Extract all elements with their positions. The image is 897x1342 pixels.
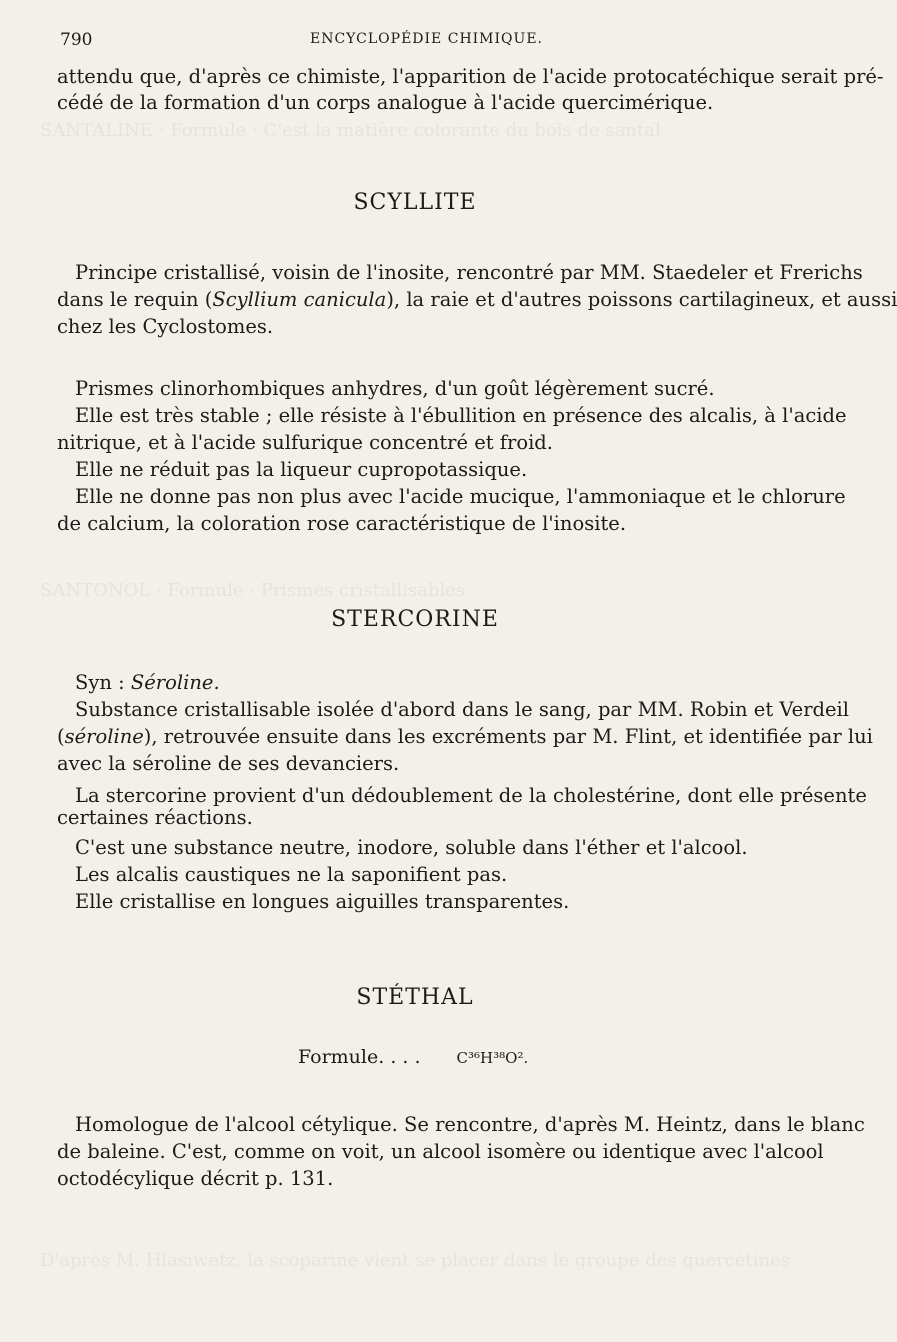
stethal-p1-line-3: octodécylique décrit p. 131.: [57, 1167, 334, 1190]
page-number: 790: [60, 30, 93, 50]
intro-line-2: cédé de la formation d'un corps analogue à l'acide quercimérique.: [57, 91, 714, 114]
bleed-through-text: D'après M. Hlasiwetz, la scoparine vient se placer dans le groupe des quercétines: [40, 1250, 790, 1271]
stercorine-p3: C'est une substance neutre, inodore, soluble dans l'éther et l'alcool.: [75, 836, 748, 859]
scyllite-p1-line-1: Principe cristallisé, voisin de l'inosite, rencontré par MM. Staedeler et Frerichs: [75, 261, 863, 284]
bleed-through-text: SANTALINE · Formule · C'est la matière colorante du bois de santal: [40, 120, 661, 141]
scyllite-p2: Prismes clinorhombiques anhydres, d'un goût légèrement sucré.: [75, 377, 715, 400]
stercorine-p5: Elle cristallise en longues aiguilles transparentes.: [75, 890, 570, 913]
stercorine-p1-line-3: avec la séroline de ses devanciers.: [57, 752, 400, 775]
scyllite-p3-line-2: nitrique, et à l'acide sulfurique concentré et froid.: [57, 431, 553, 454]
intro-line-1: attendu que, d'après ce chimiste, l'apparition de l'acide protocatéchique serait pré-: [57, 65, 884, 88]
formula-line: [298, 1046, 528, 1068]
section-title-stercorine: STERCORINE: [331, 607, 499, 632]
stethal-p1-line-2: de baleine. C'est, comme on voit, un alcool isomère ou identique avec l'alcool: [57, 1140, 824, 1163]
stercorine-p1-line-2: (séroline), retrouvée ensuite dans les excréments par M. Flint, et identifiée par lui: [57, 725, 873, 748]
synonym-name: Séroline.: [130, 671, 220, 694]
scyllite-p4: Elle ne réduit pas la liqueur cupropotassique.: [75, 458, 528, 481]
stercorine-p2-line-1: La stercorine provient d'un dédoublement de la cholestérine, dont elle présente: [75, 784, 867, 807]
stercorine-synonym: Syn : Séroline.: [75, 671, 220, 694]
chemical-formula: C³⁶H³⁸O².: [456, 1049, 529, 1067]
stercorine-p4: Les alcalis caustiques ne la saponifient pas.: [75, 863, 508, 886]
synonym-italic: séroline: [64, 725, 144, 748]
page-header: [60, 30, 770, 54]
scyllite-p5-line-1: Elle ne donne pas non plus avec l'acide mucique, l'ammoniaque et le chlorure: [75, 485, 846, 508]
section-title-stethal: STÉTHAL: [356, 985, 474, 1010]
running-title: ENCYCLOPÉDIE CHIMIQUE.: [310, 31, 543, 47]
scyllite-p5-line-2: de calcium, la coloration rose caractéristique de l'inosite.: [57, 512, 627, 535]
scyllite-p1-line-2: dans le requin (Scyllium canicula), la raie et d'autres poissons cartilagineux, et aussi: [57, 288, 897, 311]
stercorine-p2-line-2: certaines réactions.: [57, 806, 253, 829]
bleed-through-text: SANTONOL · Formule · Prismes cristallisables: [40, 580, 466, 601]
section-title-scyllite: SCYLLITE: [353, 190, 477, 215]
stethal-p1-line-1: Homologue de l'alcool cétylique. Se rencontre, d'après M. Heintz, dans le blanc: [75, 1113, 865, 1136]
scyllite-p3-line-1: Elle est très stable ; elle résiste à l'ébullition en présence des alcalis, à l'acide: [75, 404, 847, 427]
stercorine-p1-line-1: Substance cristallisable isolée d'abord dans le sang, par MM. Robin et Verdeil: [75, 698, 850, 721]
scyllite-p1-line-3: chez les Cyclostomes.: [57, 315, 274, 338]
species-name: Scyllium canicula: [212, 288, 387, 311]
formula-label: Formule. . . .: [298, 1046, 421, 1068]
